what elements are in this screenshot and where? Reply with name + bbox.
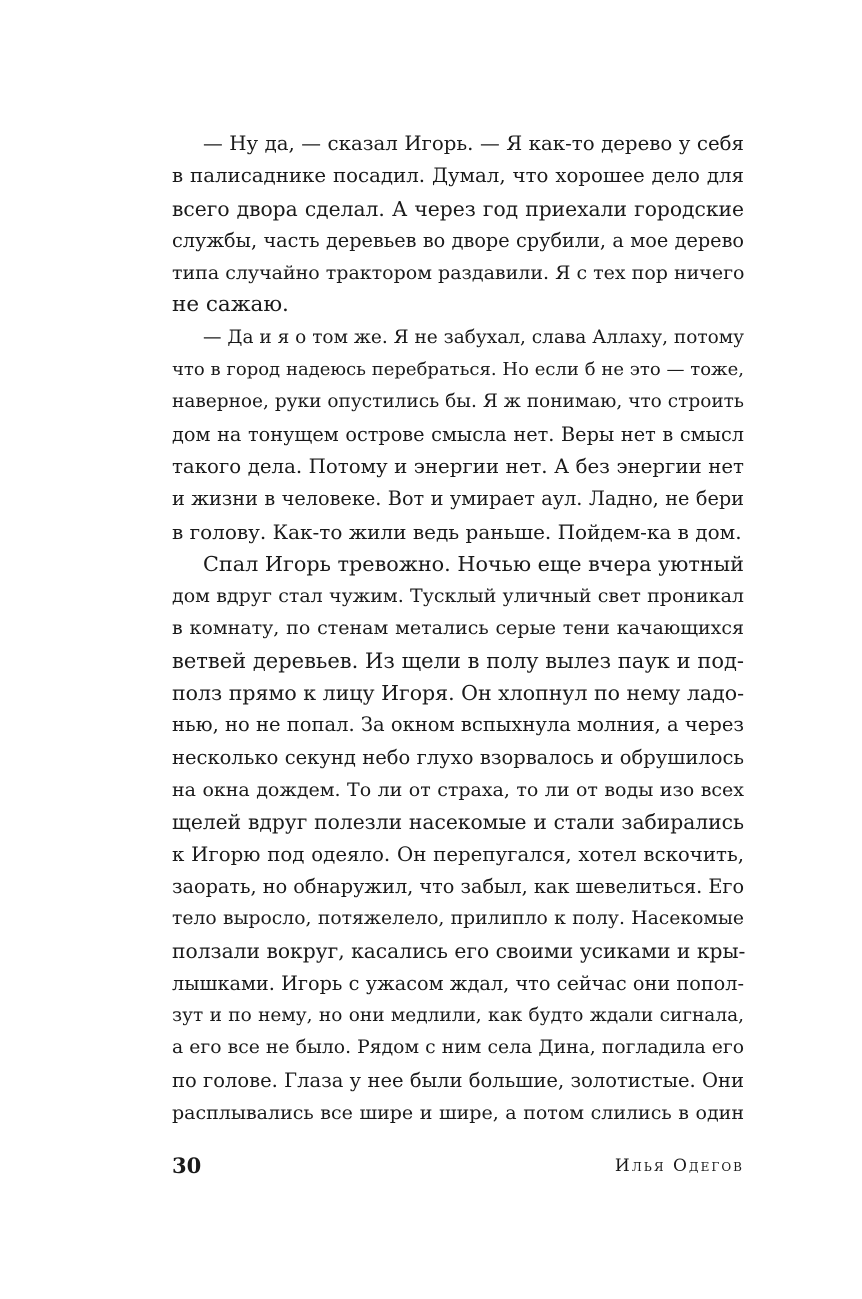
text-line: в голову. Как-то жили ведь раньше. Пойдем-ка в дом. <box>172 519 742 544</box>
text-line: службы, часть деревьев во дворе срубили, а мое дерево <box>172 228 744 252</box>
text-line: заорать, но обнаружил, что забыл, как шевелиться. Его <box>172 874 745 898</box>
text-line: ползали вокруг, касались его своими усиками и кры- <box>172 939 746 964</box>
text-line: нью, но не попал. За окном вспыхнула молния, а через <box>172 713 744 737</box>
text-line: в палисаднике посадил. Думал, что хорошее дело для <box>172 164 744 188</box>
text-line: к Игорю под одеяло. Он перепугался, хотел вскочить, <box>172 842 744 866</box>
page-number: 30 <box>172 1153 202 1178</box>
text-line: не сажаю. <box>172 292 289 318</box>
text-line: по голове. Глаза у нее были большие, золотистые. Они <box>172 1068 744 1092</box>
text-line: дом вдруг стал чужим. Тусклый уличный свет проникал <box>172 585 744 608</box>
text-line: зут и по нему, но они медлили, как будто ждали сигнала, <box>172 1005 744 1027</box>
text-line: что в город надеюсь перебраться. Но если б не это — тоже, <box>172 359 744 381</box>
text-line: тело выросло, потяжелело, прилипло к полу. Насекомые <box>172 908 744 930</box>
text-line: щелей вдруг полезли насекомые и стали забирались <box>172 810 744 835</box>
text-line: наверное, руки опустились бы. Я ж понимаю, что строить <box>172 391 744 413</box>
text-line: лышками. Игорь с ужасом ждал, что сейчас они попол- <box>172 971 744 995</box>
text-line: расплывались все шире и шире, а потом слились в один <box>172 1101 744 1124</box>
text-line: типа случайно трактором раздавили. Я с тех пор ничего <box>172 262 745 285</box>
text-line: в комнату, по стенам метались серые тени качающихся <box>172 617 744 640</box>
text-line: дом на тонущем острове смысла нет. Веры нет в смысл <box>172 422 744 446</box>
text-line: на окна дождем. То ли от страха, то ли от воды изо всех <box>172 778 744 801</box>
text-line: и жизни в человеке. Вот и умирает аул. Ладно, не бери <box>172 487 744 511</box>
text-line: — Да и я о том же. Я не забухал, слава Аллаху, потому <box>203 326 744 348</box>
text-line: всего двора сделал. А через год приехали городские <box>172 196 744 221</box>
text-line: несколько секунд небо глухо взорвалось и обрушилось <box>172 745 744 769</box>
text-line: — Ну да, — сказал Игорь. — Я как-то дерево у себя <box>203 132 744 155</box>
text-line: полз прямо к лицу Игоря. Он хлопнул по нему ладо- <box>172 681 744 706</box>
text-line: а его все не было. Рядом с ним села Дина, погладила его <box>172 1037 744 1059</box>
text-line: Спал Игорь тревожно. Ночью еще вчера уютный <box>203 551 744 576</box>
text-line: ветвей деревьев. Из щели в полу вылез паук и под- <box>172 648 744 673</box>
running-footer-author: Илья Одегов <box>614 1156 744 1176</box>
text-line: такого дела. Потому и энергии нет. А без энергии нет <box>172 454 744 478</box>
body-text <box>172 128 744 1129</box>
